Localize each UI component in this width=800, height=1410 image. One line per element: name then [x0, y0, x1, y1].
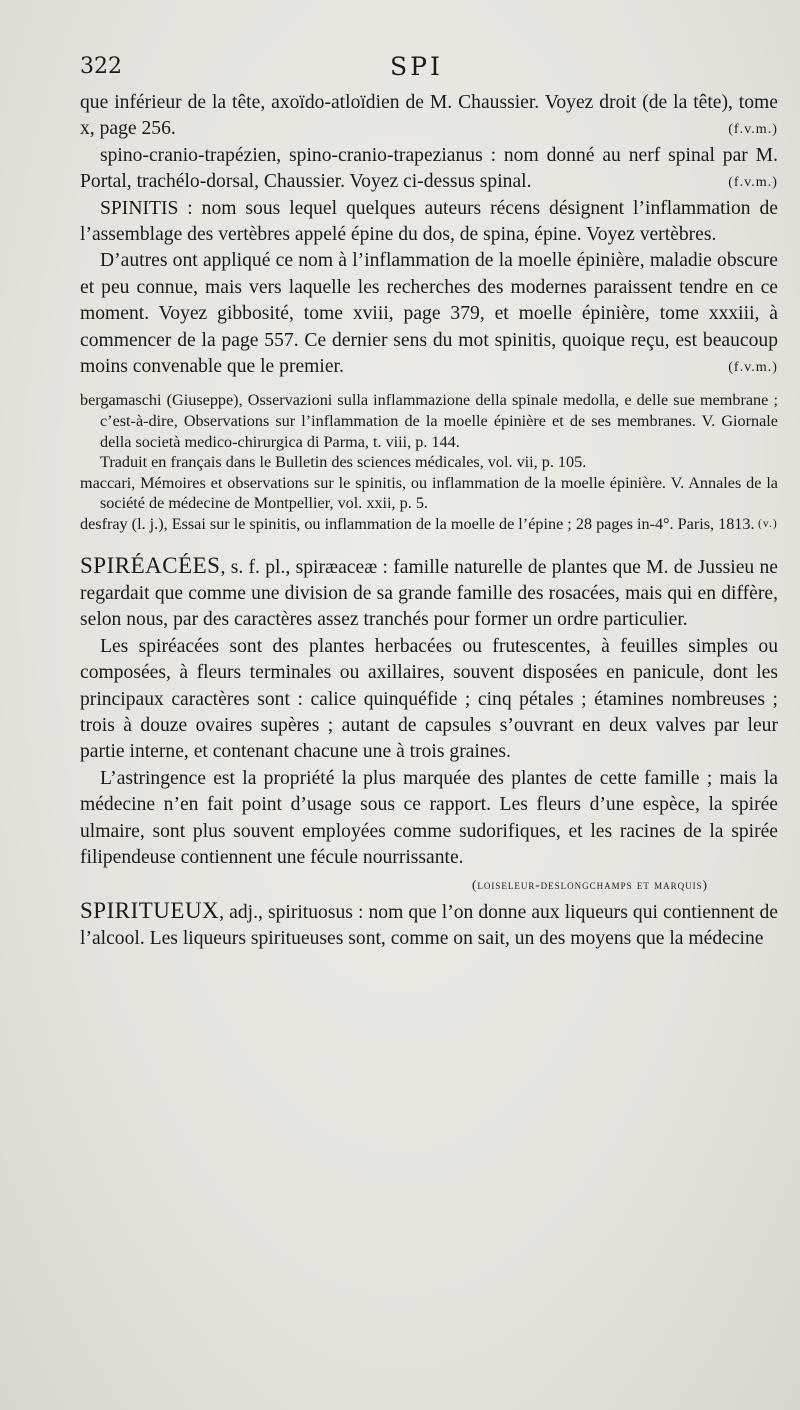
paragraph-axoido: que inférieur de la tête, axoïdo-atloïdien de M. Chaussier. Voyez droit (de la tête), tome x, page 256. (f.v.m.)	[80, 90, 778, 143]
author-signature: (loiseleur-deslongchamps et marquis)	[472, 876, 708, 892]
bibliography-entry: Traduit en français dans le Bulletin des sciences médicales, vol. vii, p. 105.	[100, 453, 587, 472]
paragraph-spinitis: SPINITIS : nom sous lequel quelques auteurs récens désignent l’inflammation de l’assemblage des vertèbres appelé épine du dos, de spina, épine. Voyez vertèbres.	[80, 197, 778, 246]
author-signature: (f.v.m.)	[728, 359, 778, 376]
bibliography-entry: desfray (l. j.), Essai sur le spinitis, ou inflammation de la moelle de l’épine ; 28 pages in-4°. Paris, 1813. (v.)	[80, 515, 778, 534]
headword: SPIRÉACÉES	[80, 552, 221, 578]
paragraph-spireacees-2: Les spiréacées sont des plantes herbacées ou frutescentes, à feuilles simples ou composées, à fleurs terminales ou axillaires, souvent disposées en panicule, dont les principaux caractères sont : calice quinquéfide ; cinq pétales ; étamines nombreuses ; trois à douze ovaires supères ; autant de capsules s’ouvrant en deux valves par leur partie interne, et contenant chacune une à trois graines.	[80, 635, 778, 763]
author-signature: (f.v.m.)	[728, 121, 778, 138]
paragraph-spireacees: SPIRÉACÉES, s. f. pl., spiræaceæ : famille naturelle de plantes que M. de Jussieu ne regardait que comme une division de sa grande famille des rosacées, mais qui en diffère, selon nous, par des caractères assez tranchés pour former un ordre particulier.	[80, 552, 778, 631]
paragraph-spino-cranio: spino-cranio-trapézien, spino-cranio-trapezianus : nom donné au nerf spinal par M. Portal, trachélo-dorsal, Chaussier. Voyez ci-dessus spinal. (f.v.m.)	[80, 143, 778, 196]
entry-spireacees	[80, 553, 778, 953]
bibliography-entry: bergamaschi (Giuseppe), Osservazioni sulla inflammazione della spinale medolla, e delle sue membrane ; c’est-à-dire, Observations sur l’inflammation de la moelle épinière et de ses membranes. V. Giornale della società medico-chirurgica di Parma, t. viii, p. 144.	[80, 391, 778, 451]
running-header	[80, 50, 778, 84]
page-number: 322	[80, 54, 122, 79]
main-text	[80, 90, 778, 380]
paragraph-spiritueux: SPIRITUEUX, adj., spirituosus : nom que l’on donne aux liqueurs qui contiennent de l’alcool. Les liqueurs spiritueuses sont, comme on sait, un des moyens que la médecine	[80, 897, 778, 950]
paragraph-spireacees-3: L’astringence est la propriété la plus marquée des plantes de cette famille ; mais la médecine n’en fait point d’usage sous ce rapport. Les fleurs d’une espèce, la spirée ulmaire, sont plus souvent employées comme sudorifiques, et les racines de la spirée filipendeuse contiennent une fécule nourrissante.	[80, 767, 778, 869]
paragraph-spinitis-2: D’autres ont appliqué ce nom à l’inflammation de la moelle épinière, maladie obscure et peu connue, mais vers laquelle les recherches des modernes paraissent tendre en ce moment. Voyez gibbosité, tome xviii, page 379, et moelle épinière, tome xxxiii, à commencer de la page 557. Ce dernier sens du mot spinitis, quoique reçu, est beaucoup moins convenable que le premier. (f.v.m.)	[80, 248, 778, 380]
author-signature: (f.v.m.)	[728, 174, 778, 191]
bibliography	[80, 390, 778, 534]
headword: SPIRITUEUX	[80, 897, 220, 923]
running-head: SPI	[390, 52, 443, 81]
bibliography-entry: maccari, Mémoires et observations sur le spinitis, ou inflammation de la moelle épinière. V. Annales de la société de médecine de Montpellier, vol. xxii, p. 5.	[80, 473, 778, 513]
